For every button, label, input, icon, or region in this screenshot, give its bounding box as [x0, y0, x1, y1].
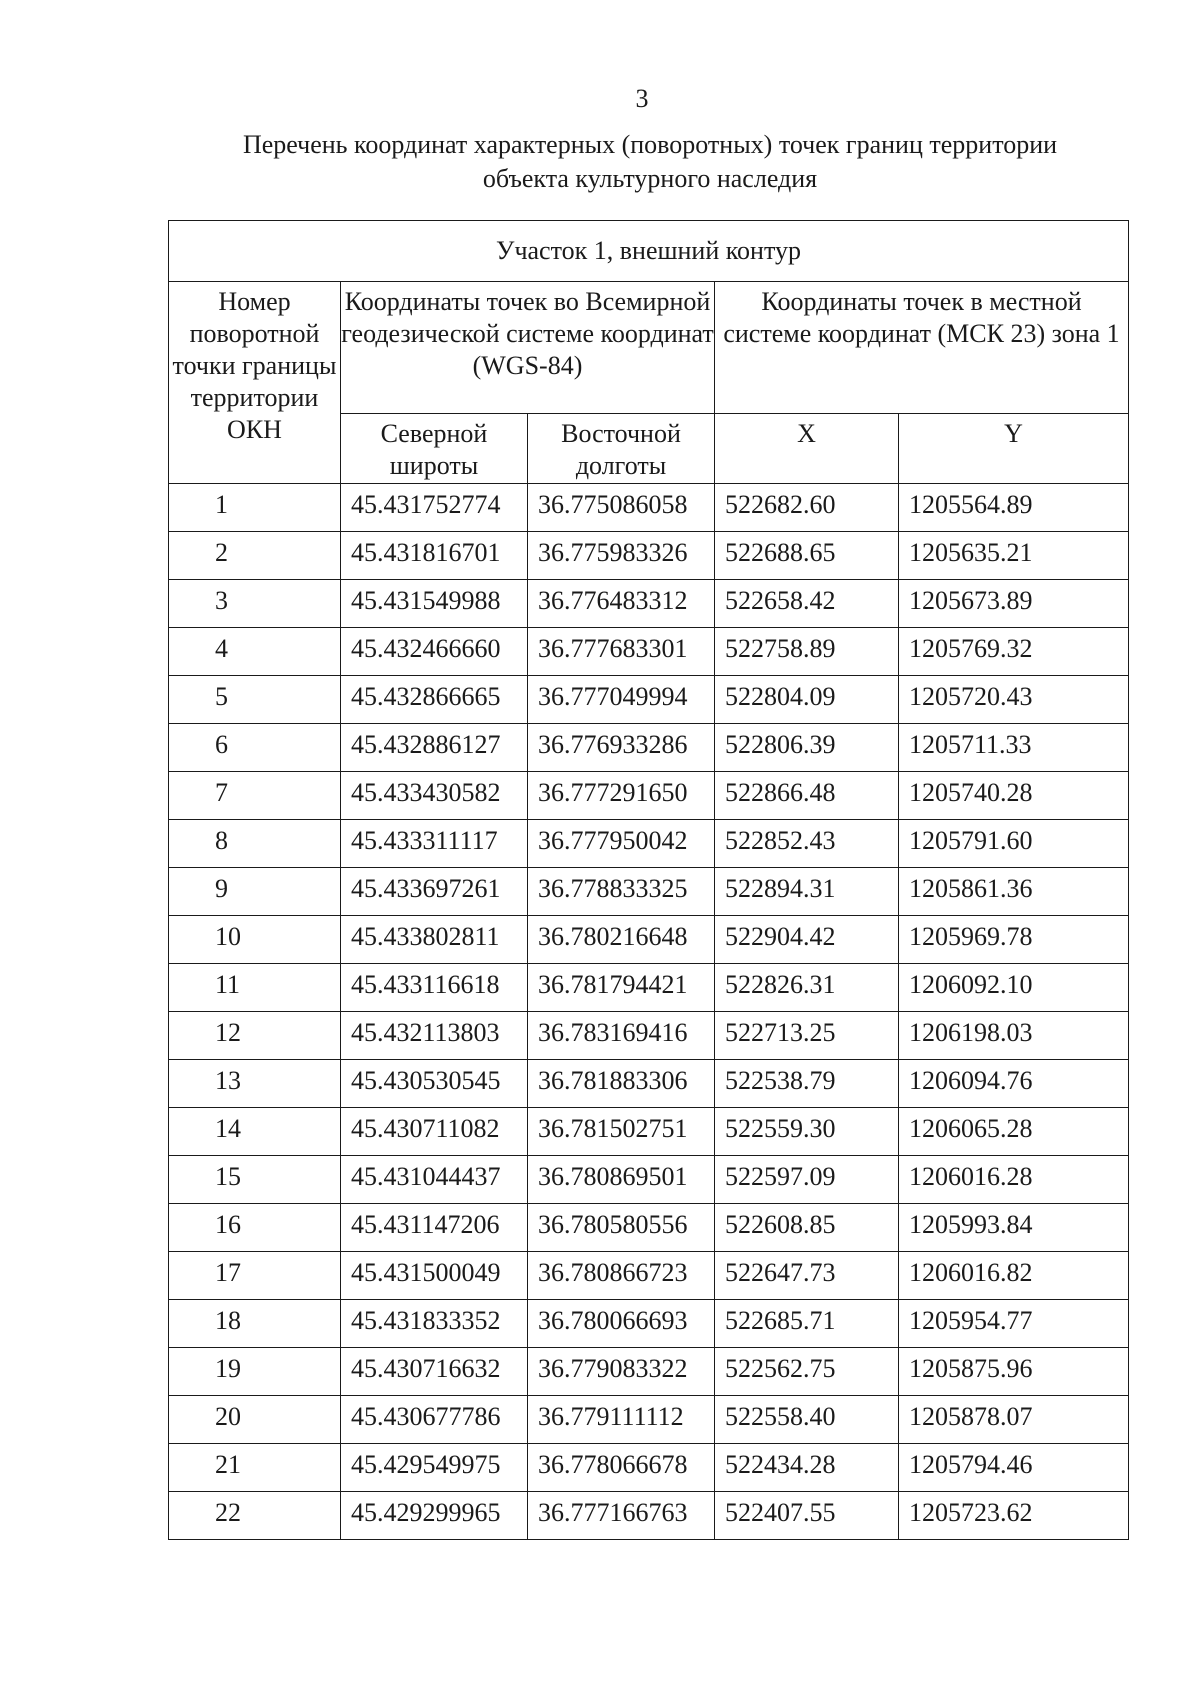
y-coordinate-cell: 1206016.82: [899, 1252, 1129, 1300]
y-coordinate-cell: 1205720.43: [899, 676, 1129, 724]
y-coordinate-cell: 1206092.10: [899, 964, 1129, 1012]
latitude-cell: 45.430716632: [341, 1348, 528, 1396]
x-coordinate-cell: 522407.55: [715, 1492, 899, 1540]
x-coordinate-cell: 522562.75: [715, 1348, 899, 1396]
x-coordinate-cell: 522852.43: [715, 820, 899, 868]
header-north-latitude: Северной широты: [341, 414, 528, 484]
header-msk23: Координаты точек в местной системе координат (МСК 23) зона 1: [715, 282, 1129, 414]
longitude-cell: 36.779083322: [528, 1348, 715, 1396]
point-number-cell: 13: [169, 1060, 341, 1108]
latitude-cell: 45.430677786: [341, 1396, 528, 1444]
longitude-cell: 36.781502751: [528, 1108, 715, 1156]
table-row: [169, 1156, 1129, 1204]
longitude-cell: 36.776933286: [528, 724, 715, 772]
table-row: [169, 1012, 1129, 1060]
table-row: [169, 628, 1129, 676]
header-y: Y: [899, 414, 1129, 484]
coordinates-table: [168, 220, 1129, 1540]
y-coordinate-cell: 1205740.28: [899, 772, 1129, 820]
page-number: 3: [635, 84, 649, 113]
longitude-cell: 36.780866723: [528, 1252, 715, 1300]
longitude-cell: 36.777950042: [528, 820, 715, 868]
latitude-cell: 45.430530545: [341, 1060, 528, 1108]
latitude-cell: 45.431833352: [341, 1300, 528, 1348]
x-coordinate-cell: 522558.40: [715, 1396, 899, 1444]
table-row: [169, 1252, 1129, 1300]
latitude-cell: 45.432886127: [341, 724, 528, 772]
latitude-cell: 45.429299965: [341, 1492, 528, 1540]
point-number-cell: 19: [169, 1348, 341, 1396]
longitude-cell: 36.777683301: [528, 628, 715, 676]
section-row: [169, 221, 1129, 282]
latitude-cell: 45.432466660: [341, 628, 528, 676]
longitude-cell: 36.780216648: [528, 916, 715, 964]
section-title: Участок 1, внешний контур: [169, 221, 1129, 282]
point-number-cell: 14: [169, 1108, 341, 1156]
point-number-cell: 12: [169, 1012, 341, 1060]
title-line-2: объекта культурного наследия: [482, 164, 818, 193]
longitude-cell: 36.780869501: [528, 1156, 715, 1204]
x-coordinate-cell: 522597.09: [715, 1156, 899, 1204]
point-number-cell: 17: [169, 1252, 341, 1300]
longitude-cell: 36.777049994: [528, 676, 715, 724]
table-row: [169, 484, 1129, 532]
x-coordinate-cell: 522713.25: [715, 1012, 899, 1060]
point-number-cell: 6: [169, 724, 341, 772]
table-row: [169, 1300, 1129, 1348]
longitude-cell: 36.776483312: [528, 580, 715, 628]
longitude-cell: 36.778833325: [528, 868, 715, 916]
y-coordinate-cell: 1205711.33: [899, 724, 1129, 772]
longitude-cell: 36.781794421: [528, 964, 715, 1012]
longitude-cell: 36.780580556: [528, 1204, 715, 1252]
header-east-longitude: Восточной долготы: [528, 414, 715, 484]
y-coordinate-cell: 1206065.28: [899, 1108, 1129, 1156]
x-coordinate-cell: 522804.09: [715, 676, 899, 724]
header-wgs84: Координаты точек во Всемирной геодезической системе координат (WGS-84): [341, 282, 715, 414]
x-coordinate-cell: 522608.85: [715, 1204, 899, 1252]
x-coordinate-cell: 522826.31: [715, 964, 899, 1012]
x-coordinate-cell: 522538.79: [715, 1060, 899, 1108]
latitude-cell: 45.431044437: [341, 1156, 528, 1204]
x-coordinate-cell: 522904.42: [715, 916, 899, 964]
point-number-cell: 11: [169, 964, 341, 1012]
y-coordinate-cell: 1205993.84: [899, 1204, 1129, 1252]
table-row: [169, 916, 1129, 964]
longitude-cell: 36.777291650: [528, 772, 715, 820]
latitude-cell: 45.431816701: [341, 532, 528, 580]
latitude-cell: 45.429549975: [341, 1444, 528, 1492]
point-number-cell: 18: [169, 1300, 341, 1348]
point-number-cell: 4: [169, 628, 341, 676]
table-row: [169, 1060, 1129, 1108]
y-coordinate-cell: 1205635.21: [899, 532, 1129, 580]
longitude-cell: 36.780066693: [528, 1300, 715, 1348]
longitude-cell: 36.775086058: [528, 484, 715, 532]
x-coordinate-cell: 522559.30: [715, 1108, 899, 1156]
point-number-cell: 15: [169, 1156, 341, 1204]
latitude-cell: 45.432113803: [341, 1012, 528, 1060]
y-coordinate-cell: 1205564.89: [899, 484, 1129, 532]
table-row: [169, 1348, 1129, 1396]
x-coordinate-cell: 522688.65: [715, 532, 899, 580]
latitude-cell: 45.433430582: [341, 772, 528, 820]
y-coordinate-cell: 1206094.76: [899, 1060, 1129, 1108]
latitude-cell: 45.433311117: [341, 820, 528, 868]
y-coordinate-cell: 1206016.28: [899, 1156, 1129, 1204]
header-row: [169, 282, 1129, 414]
y-coordinate-cell: 1205723.62: [899, 1492, 1129, 1540]
point-number-cell: 2: [169, 532, 341, 580]
table-row: [169, 676, 1129, 724]
point-number-cell: 7: [169, 772, 341, 820]
x-coordinate-cell: 522758.89: [715, 628, 899, 676]
y-coordinate-cell: 1206198.03: [899, 1012, 1129, 1060]
latitude-cell: 45.433697261: [341, 868, 528, 916]
table-row: [169, 724, 1129, 772]
y-coordinate-cell: 1205861.36: [899, 868, 1129, 916]
table-row: [169, 1444, 1129, 1492]
table-row: [169, 1204, 1129, 1252]
y-coordinate-cell: 1205875.96: [899, 1348, 1129, 1396]
point-number-cell: 9: [169, 868, 341, 916]
document-title: [150, 128, 1150, 196]
y-coordinate-cell: 1205794.46: [899, 1444, 1129, 1492]
table-row: [169, 532, 1129, 580]
y-coordinate-cell: 1205673.89: [899, 580, 1129, 628]
table-row: [169, 820, 1129, 868]
latitude-cell: 45.431752774: [341, 484, 528, 532]
x-coordinate-cell: 522434.28: [715, 1444, 899, 1492]
x-coordinate-cell: 522682.60: [715, 484, 899, 532]
latitude-cell: 45.431549988: [341, 580, 528, 628]
x-coordinate-cell: 522647.73: [715, 1252, 899, 1300]
latitude-cell: 45.432866665: [341, 676, 528, 724]
longitude-cell: 36.783169416: [528, 1012, 715, 1060]
y-coordinate-cell: 1205878.07: [899, 1396, 1129, 1444]
latitude-cell: 45.431500049: [341, 1252, 528, 1300]
longitude-cell: 36.778066678: [528, 1444, 715, 1492]
header-point-number: Номер поворотной точки границы территории ОКН: [169, 282, 341, 484]
point-number-cell: 1: [169, 484, 341, 532]
point-number-cell: 16: [169, 1204, 341, 1252]
point-number-cell: 8: [169, 820, 341, 868]
longitude-cell: 36.775983326: [528, 532, 715, 580]
table-row: [169, 580, 1129, 628]
table-row: [169, 964, 1129, 1012]
point-number-cell: 10: [169, 916, 341, 964]
latitude-cell: 45.431147206: [341, 1204, 528, 1252]
point-number-cell: 20: [169, 1396, 341, 1444]
x-coordinate-cell: 522866.48: [715, 772, 899, 820]
header-x: X: [715, 414, 899, 484]
x-coordinate-cell: 522806.39: [715, 724, 899, 772]
table-row: [169, 1396, 1129, 1444]
latitude-cell: 45.433116618: [341, 964, 528, 1012]
longitude-cell: 36.781883306: [528, 1060, 715, 1108]
point-number-cell: 22: [169, 1492, 341, 1540]
title-line-1: Перечень координат характерных (поворотных) точек границ территории: [242, 130, 1058, 159]
point-number-cell: 21: [169, 1444, 341, 1492]
y-coordinate-cell: 1205954.77: [899, 1300, 1129, 1348]
latitude-cell: 45.433802811: [341, 916, 528, 964]
x-coordinate-cell: 522894.31: [715, 868, 899, 916]
table-row: [169, 1108, 1129, 1156]
table-row: [169, 772, 1129, 820]
point-number-cell: 5: [169, 676, 341, 724]
table-row: [169, 868, 1129, 916]
y-coordinate-cell: 1205791.60: [899, 820, 1129, 868]
y-coordinate-cell: 1205769.32: [899, 628, 1129, 676]
table-row: [169, 1492, 1129, 1540]
x-coordinate-cell: 522685.71: [715, 1300, 899, 1348]
x-coordinate-cell: 522658.42: [715, 580, 899, 628]
y-coordinate-cell: 1205969.78: [899, 916, 1129, 964]
longitude-cell: 36.779111112: [528, 1396, 715, 1444]
latitude-cell: 45.430711082: [341, 1108, 528, 1156]
point-number-cell: 3: [169, 580, 341, 628]
longitude-cell: 36.777166763: [528, 1492, 715, 1540]
